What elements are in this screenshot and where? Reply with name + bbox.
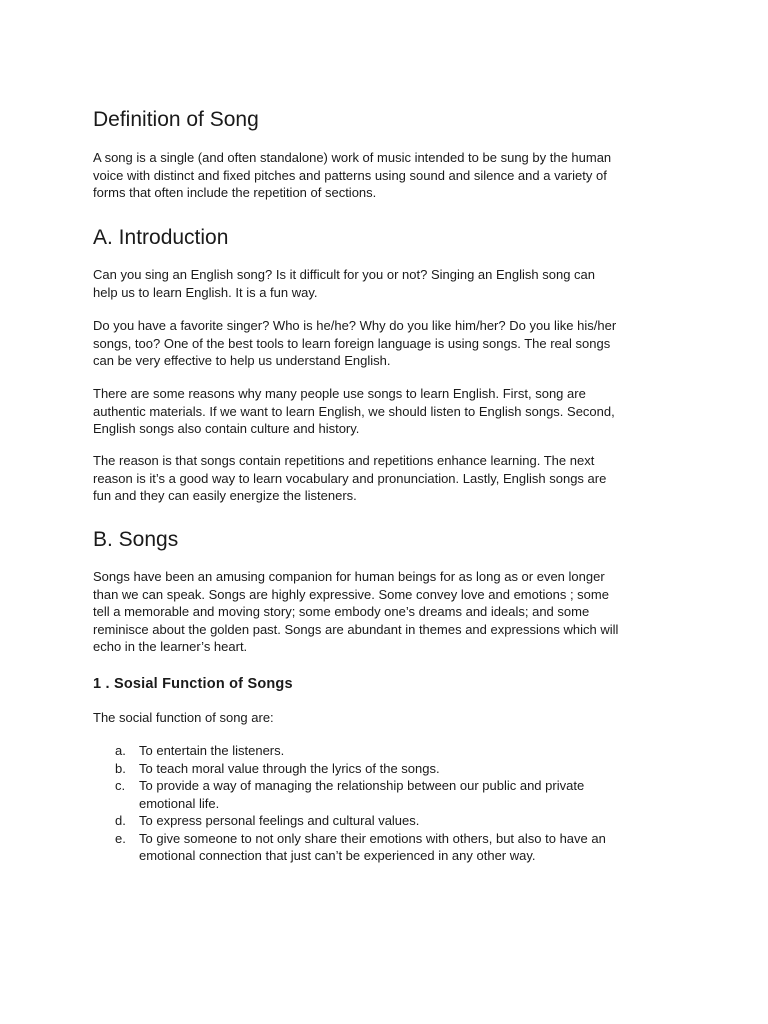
list-item xyxy=(93,777,673,812)
list-marker: c. xyxy=(115,778,126,793)
text-line: help us to learn English. It is a fun way. xyxy=(93,284,318,300)
list-item-text: To provide a way of managing the relationship between our public and private xyxy=(139,778,585,793)
social-function-list xyxy=(93,742,673,865)
text-line: can be very effective to help us understand English. xyxy=(93,353,391,368)
text-line: voice with distinct and fixed pitches and patterns using sound and silence and a variety of xyxy=(93,167,607,183)
list-item-text: To teach moral value through the lyrics of the songs. xyxy=(139,760,440,776)
social-function-intro: The social function of song are: xyxy=(93,710,274,725)
list-item xyxy=(93,760,673,778)
list-marker: d. xyxy=(115,813,126,828)
text-line: A song is a single (and often standalone) work of music intended to be sung by the human xyxy=(93,150,612,165)
introduction-paragraph-4 xyxy=(93,452,673,505)
text-line: There are some reasons why many people use songs to learn English. First, song are xyxy=(93,386,586,401)
text-line: reminisce about the golden past. Songs are abundant in themes and expressions which will xyxy=(93,621,619,637)
text-line: reason is it’s a good way to learn vocabulary and pronunciation. Lastly, English songs are xyxy=(93,470,607,486)
text-line: tell a memorable and moving story; some embody one’s dreams and ideals; and some xyxy=(93,604,590,619)
definition-paragraph xyxy=(93,149,673,202)
list-item xyxy=(93,830,673,865)
definition-heading: Definition of Song xyxy=(93,108,259,131)
text-line: than we can speak. Songs are highly expressive. Some convey love and emotions ; some xyxy=(93,586,609,602)
songs-paragraph xyxy=(93,568,673,656)
introduction-paragraph-3 xyxy=(93,385,673,438)
text-line: forms that often include the repetition of sections. xyxy=(93,185,377,200)
list-item xyxy=(93,742,673,760)
text-line: songs, too? One of the best tools to learn foreign language is using songs. The real songs xyxy=(93,335,611,351)
text-line: English songs also contain culture and history. xyxy=(93,421,360,436)
list-item-text: To entertain the listeners. xyxy=(139,743,285,758)
list-item-text: emotional connection that just can’t be experienced in any other way. xyxy=(139,848,536,863)
list-item-text: emotional life. xyxy=(139,795,220,811)
text-line: Songs have been an amusing companion for human beings for as long as or even longer xyxy=(93,569,605,584)
list-marker: e. xyxy=(115,830,126,846)
introduction-paragraph-2 xyxy=(93,317,673,370)
text-line: The reason is that songs contain repetitions and repetitions enhance learning. The next xyxy=(93,453,595,468)
list-marker: b. xyxy=(115,760,126,776)
introduction-heading: A. Introduction xyxy=(93,226,229,249)
list-item-text: To express personal feelings and cultural values. xyxy=(139,813,420,828)
list-item-text: To give someone to not only share their emotions with others, but also to have an xyxy=(139,830,606,846)
text-line: fun and they can easily energize the listeners. xyxy=(93,488,357,503)
list-item xyxy=(93,812,673,830)
social-function-heading: 1 . Sosial Function of Songs xyxy=(93,676,293,692)
text-line: echo in the learner’s heart. xyxy=(93,639,248,654)
text-line: Do you have a favorite singer? Who is he/he? Why do you like him/her? Do you like his/her xyxy=(93,318,617,333)
introduction-paragraph-1 xyxy=(93,266,673,301)
text-line: authentic materials. If we want to learn English, we should listen to English songs. Second, xyxy=(93,403,615,419)
text-line: Can you sing an English song? Is it difficult for you or not? Singing an English song can xyxy=(93,267,596,282)
songs-heading: B. Songs xyxy=(93,528,179,551)
list-marker: a. xyxy=(115,743,126,758)
